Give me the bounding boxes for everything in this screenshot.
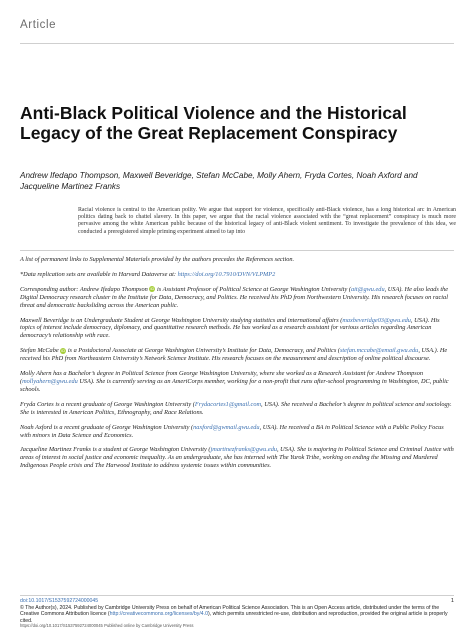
email-link[interactable]: mollyahern@gwu.edu	[22, 377, 78, 385]
header-divider	[20, 43, 454, 44]
article-type-label: Article	[20, 19, 57, 31]
footer-divider	[20, 595, 454, 596]
abstract-divider	[20, 250, 454, 251]
author-list: Andrew Ifedapo Thompson, Maxwell Beveridge, Stefan McCabe, Molly Ahern, Fryda Cortes, Noah Axford and Jacqueline Martinez Franks	[20, 171, 418, 191]
footer-doi-link[interactable]: https://doi.org/10.1017/S1537592724000045	[20, 623, 103, 628]
dataverse-link[interactable]: https://doi.org/10.7910/DVN/VLPMP2	[177, 270, 276, 278]
author-notes	[20, 256, 456, 477]
abstract: Racial violence is central to the American polity. We argue that support for violence, specifically anti-Black violence, has a long historical arc in American politics dating back to chattel slavery. In this paper, we argue that the racial violence associated with the “great replacement” conspiracy is much more pervasive among the white American public because of the historical legacy of anti-Black violent sentiment. To investigate the prevalence of this idea, we conducted a preregistered simple priming experiment aimed to tap into	[78, 207, 456, 235]
email-link[interactable]: Frydacortes1@gmail.com	[194, 400, 262, 408]
bio-franks: Jacqueline Martinez Franks is a student at George Washington University (jmartinezfranks@gwu.edu, USA). She is majoring in Political Science and Criminal Justice with areas of interest in social justice and economic inequality. As an undergraduate, she has interned with The Yurok Tribe, working on ending the Missing and Murdered Indigenous People crisis and The Harwood Institute to address systemic issues within communities.	[20, 446, 454, 470]
bio-beveridge: Maxwell Beveridge is an Undergraduate Student at George Washington University studying statistics and international affairs (maxbeveridge03@gwu.edu, USA). His topics of interest include democracy, diplomacy, and quantitative research methods. He has worked as a research assistant for various articles regarding American democracy’s relationship with race.	[20, 316, 440, 340]
orcid-icon[interactable]: iD	[150, 286, 155, 292]
bio-cortes: Fryda Cortes is a recent graduate of George Washington University (Frydacortes1@gmail.com, USA). She received a Bachelor’s degree in political science and sociology. She is interested in American Politics, Ethnography, and Race Relations.	[20, 400, 452, 416]
email-link[interactable]: ait@gwu.edu	[351, 285, 385, 293]
bio-thompson: Corresponding author: Andrew Ifedapo Thompson iD is Assistant Professor of Political Science at George Washington University (ait@gwu.edu, USA). He also leads the Digital Democracy research cluster in the Institute for Data, Democracy, and Politics. He received his PhD from Northwestern University. His research focuses on racial threat and democratic backsliding across the American public.	[20, 285, 449, 309]
doi-link[interactable]: doi:10.1017/S1537592724000045	[20, 598, 99, 604]
article-title: Anti-Black Political Violence and the Historical Legacy of the Great Replacement Conspiracy	[20, 103, 407, 143]
license-text: © The Author(s), 2024. Published by Cambridge University Press on behalf of American Political Science Association. This is an Open Access article, distributed under the terms of the Creative Commons Attribution licence (	[20, 604, 440, 618]
creative-commons-link[interactable]: http://creativecommons.org/licenses/by/4.0	[109, 611, 208, 618]
license-block: doi:10.1017/S1537592724000045 © The Author(s), 2024. Published by Cambridge University Press on behalf of American Political Science Association. This is an Open Access article, distributed under the terms of the Creative Commons Attribution licence (http://creativecommons.org/licenses/by/4.0), which permits unrestricted re-use, distribution and reproduction, provided the original article is properly cited.	[20, 598, 448, 624]
email-link[interactable]: stefan.mccabe@email.gwu.edu	[339, 347, 419, 355]
replication-note: *Data replication sets are available in Harvard Dataverse at: https://doi.org/10.7910/DVN/VLPMP2	[20, 270, 276, 278]
supplemental-note: A list of permanent links to Supplemental Materials provided by the authors precedes the References section.	[20, 256, 295, 263]
email-link[interactable]: naxford@gwmail.gwu.edu	[193, 423, 260, 431]
email-link[interactable]: maxbeveridge03@gwu.edu	[342, 316, 411, 324]
orcid-icon[interactable]: iD	[61, 347, 66, 353]
bio-axford: Noah Axford is a recent graduate of George Washington University (naxford@gwmail.gwu.edu, USA). He received a BA in Political Science with a Public Policy Focus with minors in Data Science and Economics.	[20, 423, 444, 439]
footer-citation: https://doi.org/10.1017/S1537592724000045 Published online by Cambridge University Press	[20, 623, 194, 628]
bio-ahern: Molly Ahern has a Bachelor’s degree in Political Science from George Washington University, where she worked as a Research Assistant for Andrew Thompson (mollyahern@gwu.edu USA). She is currently serving as an AmeriCorps member, working for a non-profit that runs after-school programming in Washington, DC, public schools.	[20, 370, 449, 393]
page-number: 1	[450, 598, 454, 604]
bio-mccabe: Stefan McCabe iD is a Postdoctoral Associate at George Washington University’s Institute for Data, Democracy, and Politics (stefan.mccabe@email.gwu.edu, USA.). He received his PhD from Northeastern University’s Network Science Institute. His research focuses on the measurement and description of online political discourse.	[20, 347, 448, 363]
email-link[interactable]: jmartinezfranks@gwu.edu	[210, 446, 278, 454]
